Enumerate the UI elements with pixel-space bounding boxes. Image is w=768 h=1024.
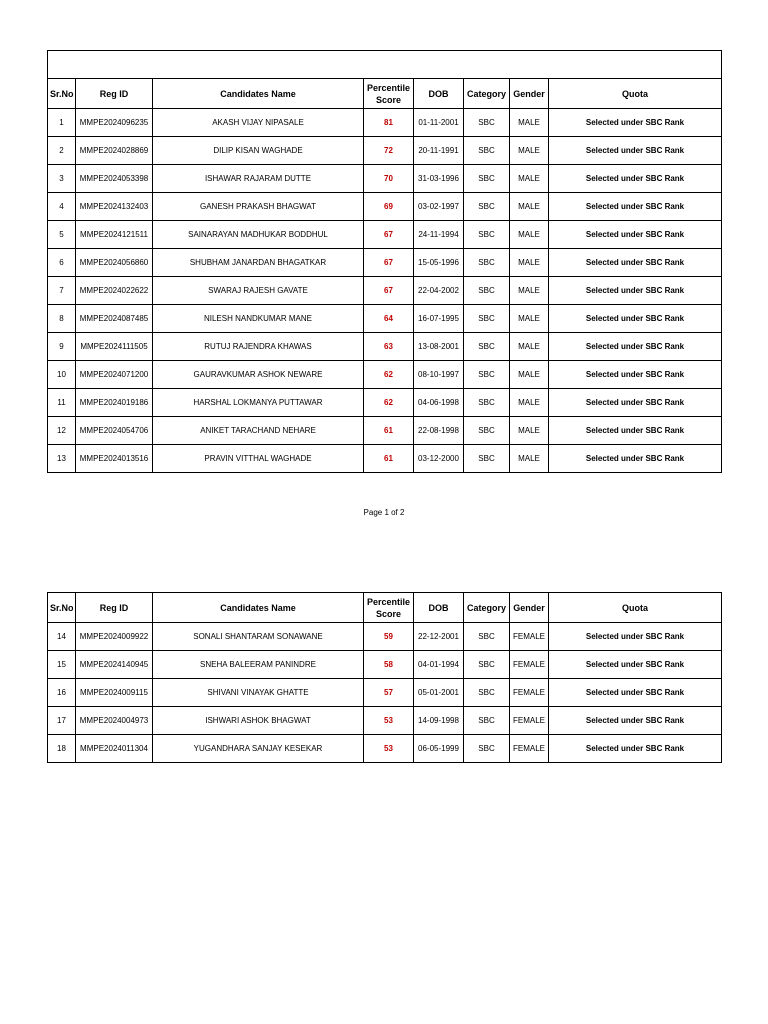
header-category: Category [464,593,510,623]
cell-gender: MALE [510,445,549,473]
candidates-table [47,50,722,473]
header-candidates-name: Candidates Name [153,79,364,109]
cell-dob: 31-03-1996 [414,165,464,193]
cell-percentile-score: 59 [364,623,414,651]
cell-sr-no: 7 [48,277,76,305]
table-row [48,333,722,361]
cell-sr-no: 10 [48,361,76,389]
cell-quota: Selected under SBC Rank [549,361,722,389]
cell-reg-id: MMPE2024087485 [76,305,153,333]
cell-category: SBC [464,137,510,165]
cell-percentile-score: 61 [364,445,414,473]
table-header-row [48,79,722,109]
cell-category: SBC [464,165,510,193]
cell-sr-no: 11 [48,389,76,417]
header-percentile-score: Percentile Score [364,593,414,623]
header-gender: Gender [510,79,549,109]
cell-candidate-name: SHIVANI VINAYAK GHATTE [153,679,364,707]
cell-gender: FEMALE [510,623,549,651]
table-blank-title-row [48,51,722,79]
cell-percentile-score: 53 [364,735,414,763]
cell-category: SBC [464,735,510,763]
header-sr-no: Sr.No [48,79,76,109]
cell-dob: 14-09-1998 [414,707,464,735]
cell-candidate-name: PRAVIN VITTHAL WAGHADE [153,445,364,473]
cell-quota: Selected under SBC Rank [549,679,722,707]
cell-quota: Selected under SBC Rank [549,707,722,735]
candidates-table-page-1 [47,50,721,473]
cell-gender: MALE [510,305,549,333]
cell-percentile-score: 72 [364,137,414,165]
cell-percentile-score: 62 [364,361,414,389]
cell-reg-id: MMPE2024096235 [76,109,153,137]
cell-dob: 06-05-1999 [414,735,464,763]
cell-category: SBC [464,305,510,333]
table-row [48,417,722,445]
cell-sr-no: 5 [48,221,76,249]
cell-reg-id: MMPE2024013516 [76,445,153,473]
cell-gender: MALE [510,165,549,193]
table-row [48,221,722,249]
cell-quota: Selected under SBC Rank [549,165,722,193]
cell-reg-id: MMPE2024056860 [76,249,153,277]
cell-quota: Selected under SBC Rank [549,417,722,445]
table-row [48,193,722,221]
cell-reg-id: MMPE2024011304 [76,735,153,763]
cell-dob: 03-02-1997 [414,193,464,221]
cell-percentile-score: 63 [364,333,414,361]
table-row [48,623,722,651]
table-row [48,389,722,417]
table-row [48,679,722,707]
cell-dob: 22-12-2001 [414,623,464,651]
cell-reg-id: MMPE2024132403 [76,193,153,221]
cell-candidate-name: SONALI SHANTARAM SONAWANE [153,623,364,651]
blank-title-cell [48,51,722,79]
cell-dob: 01-11-2001 [414,109,464,137]
cell-dob: 05-01-2001 [414,679,464,707]
cell-candidate-name: SAINARAYAN MADHUKAR BODDHUL [153,221,364,249]
cell-candidate-name: GANESH PRAKASH BHAGWAT [153,193,364,221]
cell-quota: Selected under SBC Rank [549,249,722,277]
cell-reg-id: MMPE2024053398 [76,165,153,193]
table-row [48,109,722,137]
header-category: Category [464,79,510,109]
cell-quota: Selected under SBC Rank [549,333,722,361]
cell-reg-id: MMPE2024004973 [76,707,153,735]
cell-category: SBC [464,445,510,473]
cell-percentile-score: 67 [364,221,414,249]
cell-percentile-score: 57 [364,679,414,707]
cell-gender: FEMALE [510,735,549,763]
cell-percentile-score: 58 [364,651,414,679]
cell-percentile-score: 67 [364,249,414,277]
cell-category: SBC [464,109,510,137]
cell-reg-id: MMPE2024140945 [76,651,153,679]
cell-dob: 24-11-1994 [414,221,464,249]
header-quota: Quota [549,593,722,623]
cell-category: SBC [464,221,510,249]
cell-dob: 22-04-2002 [414,277,464,305]
cell-category: SBC [464,707,510,735]
cell-dob: 20-11-1991 [414,137,464,165]
table-row [48,735,722,763]
header-dob: DOB [414,593,464,623]
header-sr-no: Sr.No [48,593,76,623]
header-gender: Gender [510,593,549,623]
cell-category: SBC [464,193,510,221]
table2-body [48,623,722,763]
cell-sr-no: 12 [48,417,76,445]
cell-candidate-name: ISHWARI ASHOK BHAGWAT [153,707,364,735]
cell-reg-id: MMPE2024054706 [76,417,153,445]
cell-percentile-score: 81 [364,109,414,137]
header-reg-id: Reg ID [76,79,153,109]
cell-dob: 15-05-1996 [414,249,464,277]
cell-sr-no: 16 [48,679,76,707]
cell-percentile-score: 69 [364,193,414,221]
cell-reg-id: MMPE2024121511 [76,221,153,249]
cell-quota: Selected under SBC Rank [549,277,722,305]
cell-category: SBC [464,333,510,361]
cell-gender: MALE [510,277,549,305]
cell-dob: 04-06-1998 [414,389,464,417]
cell-quota: Selected under SBC Rank [549,305,722,333]
cell-category: SBC [464,361,510,389]
cell-reg-id: MMPE2024111505 [76,333,153,361]
cell-quota: Selected under SBC Rank [549,109,722,137]
header-dob: DOB [414,79,464,109]
cell-sr-no: 18 [48,735,76,763]
table-header-row [48,593,722,623]
cell-category: SBC [464,651,510,679]
cell-percentile-score: 53 [364,707,414,735]
cell-candidate-name: AKASH VIJAY NIPASALE [153,109,364,137]
table-row [48,707,722,735]
cell-gender: MALE [510,249,549,277]
cell-sr-no: 8 [48,305,76,333]
header-quota: Quota [549,79,722,109]
cell-candidate-name: SHUBHAM JANARDAN BHAGATKAR [153,249,364,277]
cell-gender: FEMALE [510,679,549,707]
cell-quota: Selected under SBC Rank [549,445,722,473]
cell-gender: MALE [510,361,549,389]
cell-percentile-score: 70 [364,165,414,193]
table-row [48,361,722,389]
cell-category: SBC [464,389,510,417]
cell-category: SBC [464,249,510,277]
cell-candidate-name: DILIP KISAN WAGHADE [153,137,364,165]
cell-dob: 16-07-1995 [414,305,464,333]
table-row [48,277,722,305]
cell-dob: 13-08-2001 [414,333,464,361]
cell-sr-no: 4 [48,193,76,221]
cell-sr-no: 15 [48,651,76,679]
cell-quota: Selected under SBC Rank [549,623,722,651]
cell-percentile-score: 61 [364,417,414,445]
cell-reg-id: MMPE2024022622 [76,277,153,305]
cell-sr-no: 3 [48,165,76,193]
cell-candidate-name: RUTUJ RAJENDRA KHAWAS [153,333,364,361]
cell-gender: MALE [510,333,549,361]
candidates-table [47,592,722,763]
cell-sr-no: 2 [48,137,76,165]
table-row [48,249,722,277]
cell-candidate-name: SWARAJ RAJESH GAVATE [153,277,364,305]
cell-quota: Selected under SBC Rank [549,389,722,417]
cell-dob: 04-01-1994 [414,651,464,679]
cell-candidate-name: NILESH NANDKUMAR MANE [153,305,364,333]
cell-reg-id: MMPE2024028869 [76,137,153,165]
cell-category: SBC [464,277,510,305]
cell-reg-id: MMPE2024009922 [76,623,153,651]
cell-candidate-name: ANIKET TARACHAND NEHARE [153,417,364,445]
cell-quota: Selected under SBC Rank [549,651,722,679]
cell-percentile-score: 67 [364,277,414,305]
cell-reg-id: MMPE2024019186 [76,389,153,417]
header-reg-id: Reg ID [76,593,153,623]
cell-gender: MALE [510,221,549,249]
cell-sr-no: 17 [48,707,76,735]
cell-dob: 22-08-1998 [414,417,464,445]
header-candidates-name: Candidates Name [153,593,364,623]
cell-category: SBC [464,679,510,707]
candidates-table-page-2 [47,592,721,763]
cell-sr-no: 9 [48,333,76,361]
cell-reg-id: MMPE2024009115 [76,679,153,707]
cell-gender: FEMALE [510,651,549,679]
cell-category: SBC [464,417,510,445]
table-row [48,651,722,679]
header-percentile-score: Percentile Score [364,79,414,109]
cell-candidate-name: ISHAWAR RAJARAM DUTTE [153,165,364,193]
table-row [48,137,722,165]
cell-candidate-name: GAURAVKUMAR ASHOK NEWARE [153,361,364,389]
cell-sr-no: 14 [48,623,76,651]
table-row [48,165,722,193]
cell-candidate-name: SNEHA BALEERAM PANINDRE [153,651,364,679]
cell-sr-no: 13 [48,445,76,473]
cell-quota: Selected under SBC Rank [549,735,722,763]
cell-dob: 08-10-1997 [414,361,464,389]
table1-body [48,109,722,473]
cell-dob: 03-12-2000 [414,445,464,473]
cell-candidate-name: YUGANDHARA SANJAY KESEKAR [153,735,364,763]
cell-quota: Selected under SBC Rank [549,137,722,165]
cell-percentile-score: 62 [364,389,414,417]
cell-gender: MALE [510,137,549,165]
cell-sr-no: 6 [48,249,76,277]
cell-gender: MALE [510,193,549,221]
page-number: Page 1 of 2 [363,508,405,517]
cell-category: SBC [464,623,510,651]
cell-quota: Selected under SBC Rank [549,193,722,221]
table-row [48,305,722,333]
cell-reg-id: MMPE2024071200 [76,361,153,389]
cell-gender: MALE [510,389,549,417]
cell-gender: MALE [510,109,549,137]
cell-percentile-score: 64 [364,305,414,333]
cell-sr-no: 1 [48,109,76,137]
table-row [48,445,722,473]
cell-candidate-name: HARSHAL LOKMANYA PUTTAWAR [153,389,364,417]
cell-gender: MALE [510,417,549,445]
cell-quota: Selected under SBC Rank [549,221,722,249]
cell-gender: FEMALE [510,707,549,735]
